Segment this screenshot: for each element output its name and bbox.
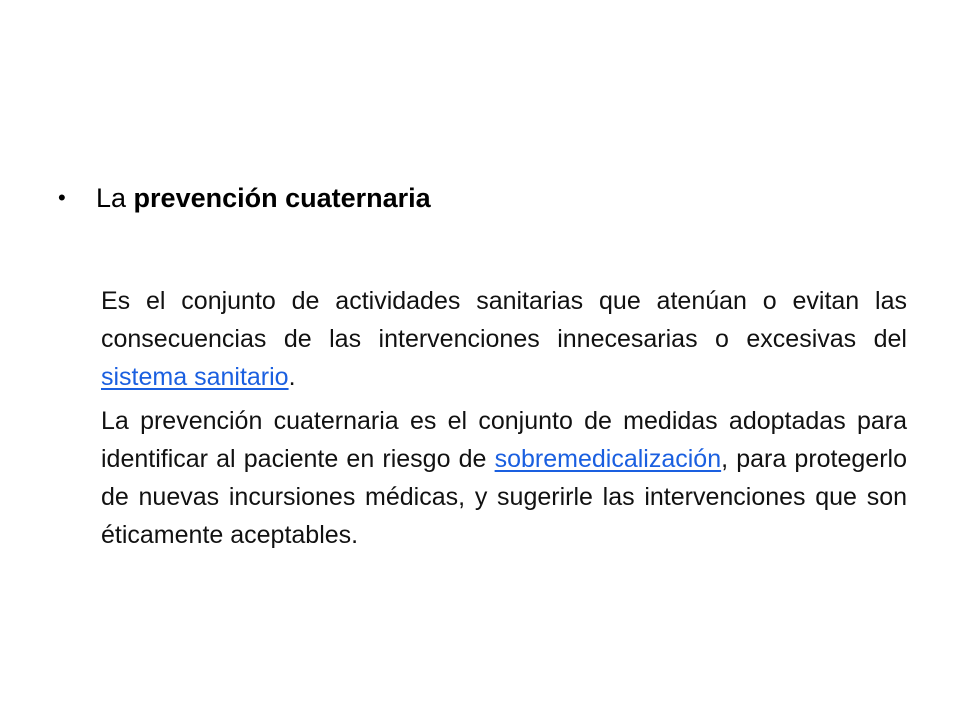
bullet-heading-emphasis: prevención cuaternaria xyxy=(133,182,431,213)
paragraph-2-text-after: , para protegerlo de nuevas incursiones médicas, y sugerirle las intervenciones que son éticamente aceptables. xyxy=(101,445,907,549)
definition-paragraph-1 xyxy=(101,282,907,396)
sistema-sanitario-link[interactable]: sistema sanitario xyxy=(101,363,289,391)
paragraph-2-text-before: La prevención cuaternaria es el conjunto de medidas adoptadas para identificar al paciente en riesgo de xyxy=(101,407,907,473)
definition-paragraph-2 xyxy=(101,402,907,554)
bullet-heading-prefix: La xyxy=(96,182,134,213)
sobremedicalizacion-link[interactable]: sobremedicalización xyxy=(494,445,722,473)
bullet-icon: • xyxy=(58,185,66,210)
paragraph-1-text-before: Es el conjunto de actividades sanitarias que atenúan o evitan las consecuencias de las intervenciones innecesarias o excesivas del xyxy=(101,287,907,353)
bullet-heading-text xyxy=(96,182,431,214)
paragraph-1-text-after: . xyxy=(288,363,296,391)
bullet-heading xyxy=(58,176,858,220)
